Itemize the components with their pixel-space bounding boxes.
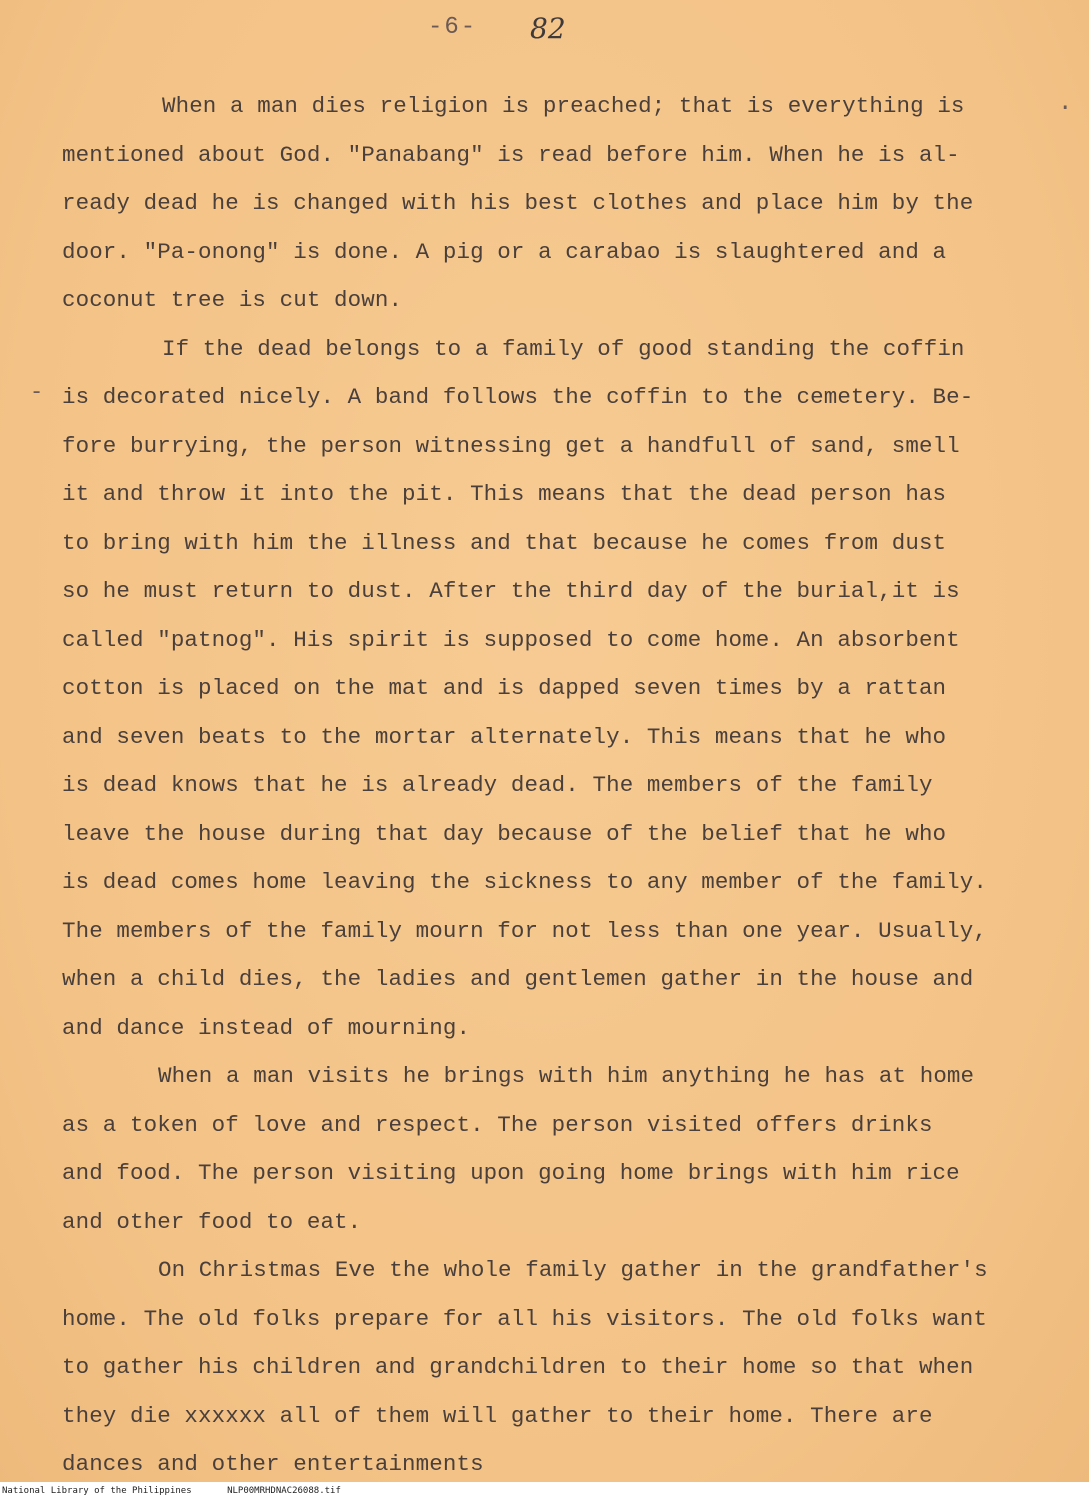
text-line: door. "Pa-onong" is done. A pig or a carabao is slaughtered and a — [62, 238, 947, 265]
text-line: and dance instead of mourning. — [62, 1014, 471, 1041]
text-line: as a token of love and respect. The person visited offers drinks — [62, 1111, 933, 1138]
text-line: to bring with him the illness and that because he comes from dust — [62, 529, 947, 556]
text-line: they die xxxxxx all of them will gather to their home. There are — [62, 1402, 933, 1429]
scan-footer — [0, 1482, 1089, 1500]
text-line: when a child dies, the ladies and gentlemen gather in the house and — [62, 966, 974, 992]
page-number-handwritten: 82 — [530, 12, 566, 45]
text-line: is decorated nicely. A band follows the coffin to the cemetery. Be- — [62, 384, 974, 410]
footer-library: National Library of the Philippines — [2, 1486, 192, 1496]
text-line: to gather his children and grandchildren to their home so that when — [62, 1354, 974, 1380]
text-line: When a man dies religion is preached; that is everything is — [162, 93, 965, 119]
text-line: ready dead he is changed with his best clothes and place him by the — [62, 190, 974, 216]
text-line: fore burrying, the person witnessing get a handfull of sand, smell — [62, 432, 960, 459]
text-line: and seven beats to the mortar alternately. This means that he who — [62, 723, 947, 750]
footer-file-code: NLP00MRHDNAC26088.tif — [227, 1486, 341, 1496]
text-line: dances and other entertainments — [62, 1451, 484, 1477]
text-line: The members of the family mourn for not less than one year. Usually, — [62, 917, 987, 944]
text-line: it and throw it into the pit. This means that the dead person has — [62, 481, 947, 507]
text-line: is dead knows that he is already dead. The members of the family — [62, 772, 933, 798]
text-line: coconut tree is cut down. — [62, 287, 403, 313]
text-line: so he must return to dust. After the third day of the burial,it is — [62, 578, 960, 604]
page-number-typed: -6- — [428, 14, 478, 41]
margin-mark-left: - — [30, 380, 44, 405]
text-line: and food. The person visiting upon going home brings with him rice — [62, 1160, 960, 1186]
text-line: If the dead belongs to a family of good standing the coffin — [162, 335, 965, 362]
text-line: home. The old folks prepare for all his visitors. The old folks want — [62, 1305, 987, 1332]
text-line: When a man visits he brings with him anything he has at home — [158, 1063, 975, 1089]
typed-body-text — [62, 82, 1052, 1489]
text-line: On Christmas Eve the whole family gather in the grandfather's — [158, 1257, 988, 1283]
text-line: is dead comes home leaving the sickness to any member of the family. — [62, 869, 987, 895]
text-line: leave the house during that day because of the belief that he who — [62, 820, 947, 847]
text-line: called "patnog". His spirit is supposed to come home. An absorbent — [62, 626, 960, 653]
text-line: mentioned about God. "Panabang" is read before him. When he is al- — [62, 141, 960, 168]
margin-mark-right: . — [1058, 90, 1073, 117]
text-line: cotton is placed on the mat and is dapped seven times by a rattan — [62, 675, 947, 701]
text-line: and other food to eat. — [62, 1208, 362, 1235]
